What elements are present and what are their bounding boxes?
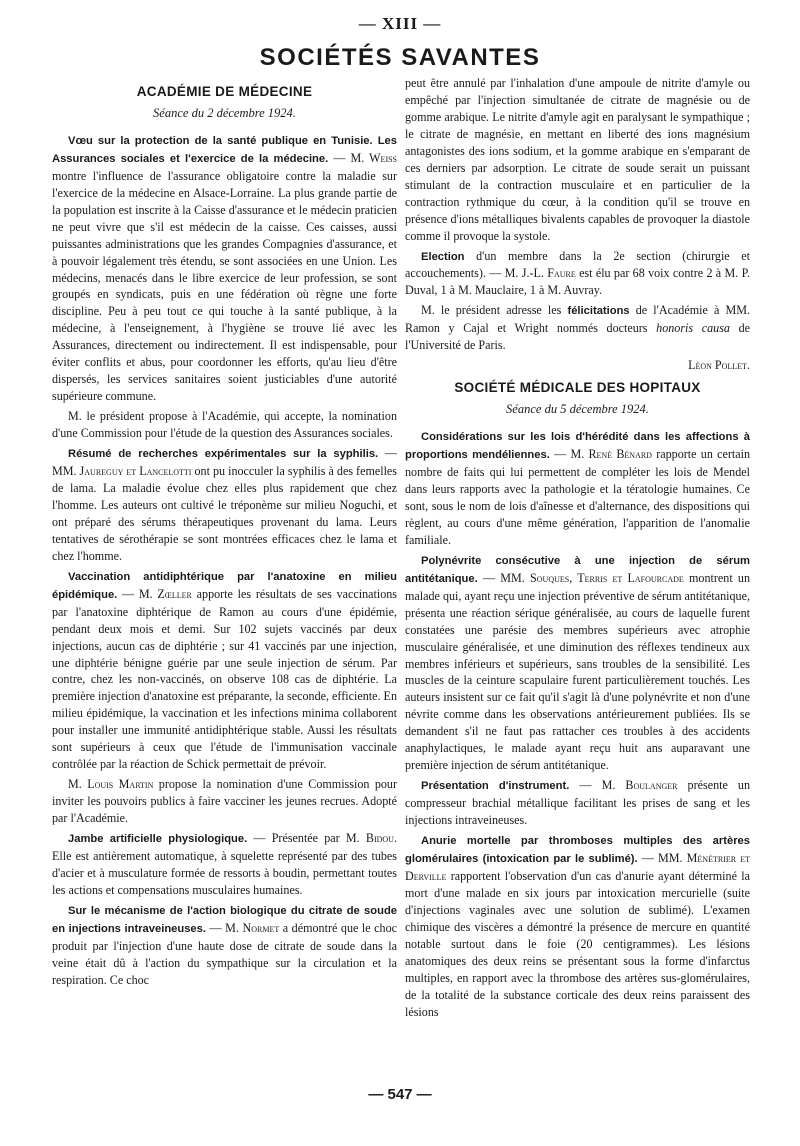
article-felicitations — [405, 302, 750, 354]
article-text: ont pu inocculer la syphilis à des femelles de lama. La maladie évolue chez elles plus rapidement que chez l'homme. Les auteurs ont cultivé le tréponème sur milieu Noguchi, et ont préparé des sérums thérapeutiques provenant du lama. Leurs tentatives de sérothérapie se sont montrées efficaces chez le lama et chez l'homme. — [52, 464, 398, 563]
article-text: rapportent l'observation d'un cas d'anurie ayant déterminé la mort d'une malade en six jours par intoxication mercurielle (suite d'injections vaginales avec une solution de sublimé). L'examen chimique des viscères a démontré la présence de mercure en quantité notable surtout dans le foie (20 centigrammes). Les lésions anatomiques des deux reins se présentant sous la forme d'infarctus multiples, en rapport avec la thrombose des artères sus-glomérulaires, de la totalité de la substance corticale des deux reins paraissent des lésions — [405, 868, 750, 1019]
article-text: de l'Université de Paris. — [405, 321, 750, 353]
article-text: propose la nomination d'une Commission pour inviter les pouvoirs publics à faire vacciner les jeunes recrues. Adopté par l'Académie. — [52, 777, 398, 826]
article-text: — Présentée par — [247, 831, 346, 846]
page-title: SOCIÉTÉS SAVANTES — [259, 44, 541, 71]
article-vaccination: Vaccination antidiphtérique par l'anatoxine en milieu épidémique. — M. Zœller apporte les résultats de ses vaccinations par l'anatoxine diphtérique de Ramon au cours d'une épidémie, pendant deux mois et demi. Sur 102 sujets vaccinés par deux injections, aucun cas de diphtérie ; sur 41 vaccinés par une injection, une diphtérie bénigne guérie par une seule injection de sérum. Par contre, chez les non-vaccinés, on observe 108 cas de diphtérie. La première injection d'anatoxine est préparante, la seconde, efficiente. En milieu épidémique, la vaccination et les infections minima collaborent pour installer une immunité antidiphtérique stable. Aussi les résultats sont supérieurs à ceux que l'étude de l'immunisation vaccinale contrôlée par la réaction de Schick permettait de prévoir. — [52, 570, 398, 772]
article-title: Jambe artificielle physiologique. — [68, 833, 248, 846]
author-name: M. J.-L. Faure — [504, 266, 576, 281]
article-polynevrite: Polynévrite consécutive à une injection de sérum antitétanique. — MM. Souques, Terris et Lafourcade montrent un malade qui, ayant reçu une injection préventive de sérum antitétanique, présenta une réaction sérique généralisée, au cours de laquelle furent constatées une parésie des membres supérieurs avec atrophie musculaire généralisée, et une diminution des réflexes tendineux aux membres inférieurs et supérieurs, sans troubles de la sensibilité. Les muscles de la ceinture scapulaire furent particulièrement touchés. Les auteurs insistent sur ce fait qu'il s'agit là d'une polynévrite et non d'une névrite comme dans les observations antérieurement publiées. Ils se demandent s'il ne faut pas rattacher ces troubles à des accidents anaphylactiques, le malade ayant reçu huit ans auparavant une première injection de sérum antitétanique. — [405, 554, 750, 773]
article-title: Polynévrite consécutive à une injection de sérum antitétanique. — [405, 554, 750, 585]
article-anurie: Anurie mortelle par thromboses multiples des artères glomérulaires (intoxication par le sublimé). — MM. Ménétrier et Derville rapportent l'observation d'un cas d'anurie ayant déterminé la mort d'une malade en six jours par intoxication mercurielle (suite d'injections vaginales avec une solution de sublimé). L'examen chimique des viscères a démontré la présence de mercure en quantité notable surtout dans le foie (20 centigrammes). Les lésions anatomiques des deux reins se présentant sous la forme d'infarctus multiples, en rapport avec la thrombose des artères sus-glomérulaires, de la totalité de la substance corticale des deux reins paraissent des lésions — [405, 835, 750, 1019]
emphasis: félicitations — [567, 305, 630, 318]
article-title: Présentation d'instrument. — [421, 780, 570, 793]
article-heredite: Considérations sur les lois d'hérédité dans les affections à proportions mendéliennes. — M. René Bénard rapporte un certain nombre de faits qui lui permettent de compléter les lois de Mendel dans leurs rapports avec la pathologie et la tératologie humaines. Ce sont, sous le nom de lois d'aînesse et d'alternance, des dispositions qui règlent, au cours d'une même génération, l'apparition de l'anomalie familiale. — [405, 431, 751, 547]
article-voeu: Vœu sur la protection de la santé publique en Tunisie. Les Assurances sociales et l'exercice de la médecine. — M. Weiss montre l'influence de l'assurance obligatoire contre la maladie sur l'exercice de la médecine en Alsace-Lorraine. La plus grande partie de la population est inscrite à la Caisse d'assurance et le médecin praticien ne peut vivre que s'il est médecin de la caisse. Ces caisses, aussi puissantes administrations que les grandes Compagnies d'assurance, et à pouvoir légalement très étendu, se sont associées en une Union. Les médecins, menacés dans le libre exercice de leur profession, se sont groupés en syndicats, puis en une fédération où règne une forte discipline. Peu à peu tout ce qui touche à la santé publique, à la médecine, à l'enseignement, à l'hygiène se trouve lié avec les Assurances, directement ou indirectement. Il est indispensable, pour éviter conflits et abus, pour coordonner les efforts, qu'au lieu d'être dispersés, les services sanitaires soient justiciables d'une autorité supérieure commune. — [52, 134, 398, 404]
author-name: MM. Souques, Terris et Lafourcade — [500, 570, 684, 585]
article-title: Vœu sur la protection de la santé publique en Tunisie. Les Assurances sociales et l'exercice de la médecine. — [52, 134, 397, 165]
paragraph — [52, 776, 397, 827]
article-title: Sur le mécanisme de l'action biologique du citrate de soude en injections intraveineuses. — [52, 904, 397, 935]
author-name: M. Zœller — [138, 586, 192, 601]
article-text: est élu par 68 voix contre 2 à M. P. Duval, 1 à M. Mauclaire, 1 à M. Auvray. — [405, 266, 751, 298]
article-text: présente un compresseur brachial métallique facilitant les prises de sang et les injections intraveineuses. — [405, 778, 751, 828]
article-text: de l'Académie à MM. Ramon y Cajal et Wright nommés docteurs — [405, 303, 750, 336]
article-title: Vaccination antidiphtérique par l'anatoxine en milieu épidémique. — [52, 570, 397, 601]
article-text: . Elle est antièrement automatique, à squelette représenté par des tubes d'acier et à musculature formée de ressorts à boudin, permettant toutes les actions et compensations musculaires humaines. — [52, 831, 397, 897]
article-election — [405, 248, 750, 300]
article-title: Résumé de recherches expérimentales sur la syphilis. — [68, 448, 379, 461]
article-text: a démontré que le choc produit par l'injection d'une haute dose de citrate de soude dans la veine était dû à l'action du sympathique sur la circulation et la respiration. Ce choc — [52, 920, 397, 987]
roman-page-number: — XIII — — [358, 14, 442, 33]
author-name: M. Weiss — [350, 150, 398, 165]
article-text: rapporte un certain nombre de faits qui lui permettent de compléter les lois de Mendel dans leurs rapports avec la pathologie et la tératologie humaines. Ce sont, sous le nom de lois d'aînesse et d'alternance, des dispositions qui règlent, au cours d'une même génération, l'apparition de l'anomalie familiale. — [405, 447, 751, 547]
author-name: M. Bidou — [345, 831, 394, 846]
author-name: MM. Jaureguy et Lancelotti — [52, 464, 192, 479]
author-name: MM. Ménétrier et Derville — [405, 850, 750, 883]
section-heading-societe: SOCIÉTÉ MÉDICALE DES HOPITAUX — [454, 380, 701, 396]
author-name: M. Boulanger — [601, 778, 678, 793]
author-name: M. René Bénard — [570, 447, 652, 462]
author-name: M. Louis Martin — [68, 777, 154, 792]
article-text: apporte les résultats de ses vaccinations par l'anatoxine diphtérique de Ramon au cours d'une épidémie, pendant deux mois et demi. Sur 102 sujets vaccinés par deux injections, aucun cas de diphtérie ; sur 41 vaccinés par une injection, une diphtérie bénigne guérie par une seule injection de sérum. Par contre, chez les non-vaccinés, on observe 108 cas de diphtérie. La première injection d'anatoxine est préparante, la seconde, efficiente. En milieu épidémique, la vaccination et les infections minima collaborent pour installer une immunité antidiphtérique stable. Aussi les résultats sont supérieurs à ceux que l'étude de l'immunisation vaccinale contrôlée par la réaction de Schick permettait de prévoir. — [52, 586, 398, 772]
emphasis-italic: honoris causa — [656, 321, 730, 336]
section-heading-academie: ACADÉMIE DE MÉDECINE — [136, 84, 313, 99]
article-title: Election — [421, 250, 465, 263]
signature: Léon Pollet. — [688, 358, 750, 373]
article-title: Considérations sur les lois d'hérédité dans les affections à proportions mendéliennes. — [405, 431, 750, 462]
article-citrate: Sur le mécanisme de l'action biologique du citrate de soude en injections intraveineuses. — M. Normet a démontré que le choc produit par l'injection d'une haute dose de citrate de soude dans la veine était dû à l'action du sympathique sur la circulation et la respiration. Ce choc — [52, 904, 397, 987]
right-column — [405, 75, 750, 1024]
article-title: Anurie mortelle par thromboses multiples des artères glomérulaires (intoxication par le sublimé). — [405, 835, 750, 865]
left-column — [52, 78, 397, 992]
paragraph-continuation: peut être annulé par l'inhalation d'une ampoule de nitrite d'amyle ou empêché par l'injection simultanée de citrate de magnésie ou de gomme arabique. Le nitrite d'amyle agit en paralysant le sympathique ; le citrate de magnésie, en mettant en liberté des ions magnésium antagonistes des ions sodium, et la gomme arabique en s'emparant de ces derniers par adsorption. Le citrate de soude serait un puissant stimulant de la contraction musculaire et en particulier de la contraction rythmique du cœur, à la condition qu'il se trouve en présence d'ions métalliques bivalents capables de provoquer la diastole comme il provoque la systole. — [405, 76, 750, 243]
article-text: montrent un malade qui, ayant reçu une injection préventive de sérum antitétanique, présenta une réaction sérique généralisée, au cours de laquelle furent constatées une parésie des membres supérieurs avec atrophie musculaire généralisée, et une diminution des réflexes tendineux aux membres inférieurs et supérieurs, sans troubles de la sensibilité. Les muscles de la ceinture scapulaire furent particulièrement touchés. Les auteurs insistent sur ce fait qu'il s'agit là d'une polynévrite et non d'une névrite comme dans les observations antérieurement publiées. Ils se demandent s'il ne faut pas rattacher ces troubles à des accidents anaphylactiques, le malade ayant reçu huit ans auparavant une première injection de sérum antitétanique. — [405, 570, 750, 773]
seance-date: Séance du 5 décembre 1924. — [506, 402, 649, 417]
article-text: M. le président adresse les — [421, 303, 568, 318]
seance-date: Séance du 2 décembre 1924. — [153, 105, 296, 120]
page-number: — 547 — — [368, 1086, 432, 1103]
article-jambe — [52, 830, 397, 899]
paragraph: M. le président propose à l'Académie, qui accepte, la nomination d'une Commission pour l'étude de la question des Assurances sociales. — [52, 409, 397, 441]
author-name: M. Normet — [225, 920, 280, 935]
article-instrument: Présentation d'instrument. — M. Boulanger présente un compresseur brachial métallique facilitant les prises de sang et les injections intraveineuses. — [405, 778, 751, 828]
article-syphilis: Résumé de recherches expérimentales sur la syphilis. — MM. Jaureguy et Lancelotti ont pu inocculer la syphilis à des femelles de lama. La maladie évolue chez elles plus rapidement que chez l'homme. Les auteurs ont cultivé le tréponème sur milieu Noguchi, et ont préparé des sérums thérapeutiques provenant du lama. Leurs tentatives de sérothérapie se sont montrées efficaces chez le lama et chez l'homme. — [52, 446, 398, 563]
article-text: d'un membre dans la 2e section (chirurgie et accouchements). — — [405, 248, 750, 281]
article-text: montre l'influence de l'assurance obligatoire contre la maladie sur l'exercice de la médecine en Alsace-Lorraine. La plus grande partie de la population est inscrite à la Caisse d'assurance et le médecin praticien ne peut vivre que s'il est médecin de la caisse. Ces caisses, aussi puissantes administrations que les grandes Compagnies d'assurance, et à pouvoir légalement très étendu, se sont associées en une Union. Les médecins, menacés dans le libre exercice de leur profession, se sont groupés en syndicats, puis en une fédération où règne une forte discipline. Peu à peu tout ce qui touche à la santé publique, à la médecine, à l'enseignement, à l'hygiène se trouve lié avec les Assurances, directement ou indirectement. Il est indispensable, pour éviter conflits et abus, pour coordonner les efforts, qu'au lieu d'être dispersés, les services sanitaires soient justiciables d'une autorité supérieure commune. — [52, 168, 397, 404]
